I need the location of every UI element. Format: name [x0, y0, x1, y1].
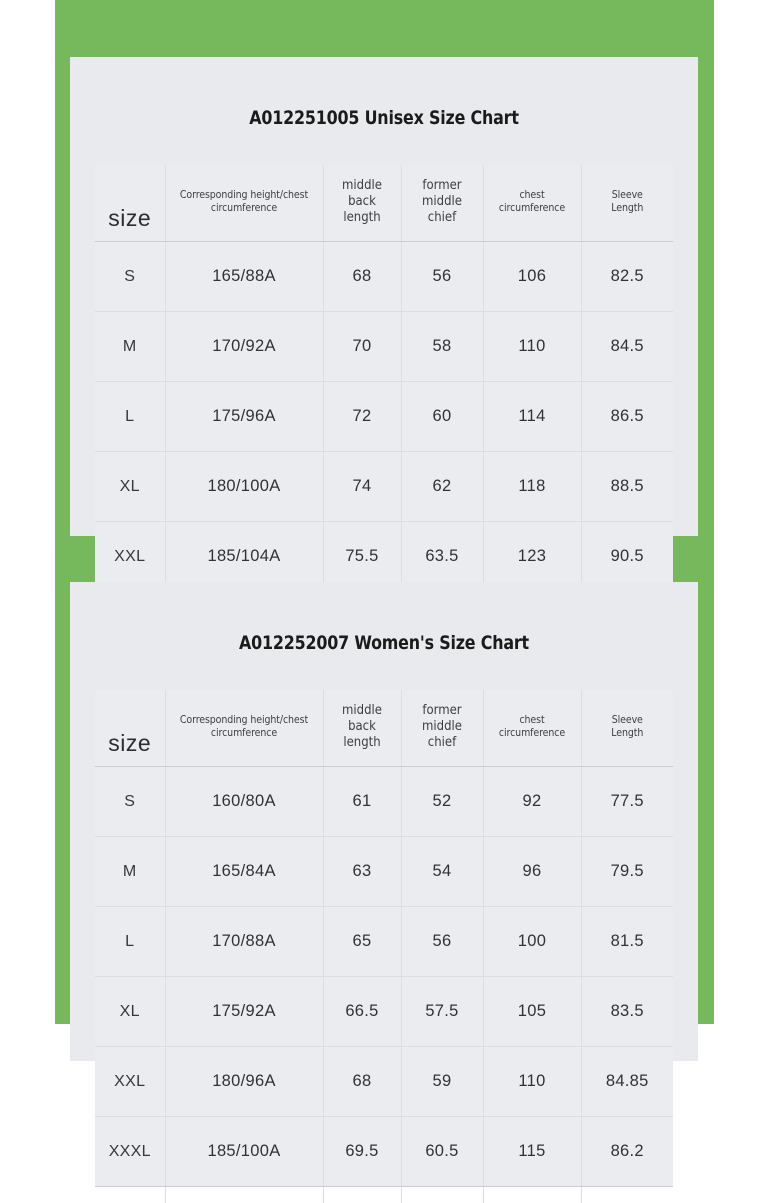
table-row: [95, 242, 673, 312]
cell-sleeve-length: 86.5: [581, 382, 673, 452]
header-row: [95, 165, 673, 242]
cell-height-chest: 180/96A: [165, 1047, 323, 1117]
cell-middle-back-length: 70: [323, 312, 401, 382]
cell-sleeve-length: 88.5: [581, 452, 673, 522]
column-header-sleeve-length: [581, 690, 673, 767]
table-body-womens: [95, 767, 673, 1187]
cell-middle-back-length: 66.5: [323, 977, 401, 1047]
column-header-height-chest-line1: Corresponding height/chest: [179, 713, 309, 726]
cell-former-middle-chief: 54: [401, 837, 483, 907]
chart-title-unisex: A012251005 Unisex Size Chart: [249, 107, 519, 129]
column-header-chest-circumference-line2: circumference: [498, 202, 566, 214]
cell-size: L: [95, 382, 165, 452]
column-header-height-chest-line2: circumference: [210, 202, 278, 214]
header-row: [95, 690, 673, 767]
cell-size: XXL: [95, 522, 165, 592]
size-table-womens: [95, 690, 673, 1187]
column-header-middle-back-length: [323, 165, 401, 242]
table-row: [95, 767, 673, 837]
cell-height-chest: 185/104A: [165, 522, 323, 592]
cell-middle-back-length: 61: [323, 767, 401, 837]
column-header-chest-circumference-line1: chest: [519, 713, 545, 726]
column-header-size: [95, 690, 165, 767]
column-header-middle-back-length: [323, 690, 401, 767]
cell-middle-back-length: 72: [323, 382, 401, 452]
column-header-size: [95, 165, 165, 242]
cell-sleeve-length: 84.85: [581, 1047, 673, 1117]
cell-size: M: [95, 312, 165, 382]
table-row: [95, 837, 673, 907]
cell-chest-circumference: 106: [483, 242, 581, 312]
column-header-sleeve-length-line1: Sleeve: [611, 188, 643, 201]
cell-former-middle-chief: 56: [401, 907, 483, 977]
table-row: [95, 977, 673, 1047]
cell-former-middle-chief: 57.5: [401, 977, 483, 1047]
column-header-middle-back-length-line2: length: [343, 210, 381, 226]
cell-sleeve-length: 82.5: [581, 242, 673, 312]
column-header-height-chest: [165, 165, 323, 242]
size-chart-card-unisex: [70, 57, 698, 565]
divider-stub: [401, 1187, 402, 1203]
cell-height-chest: 175/96A: [165, 382, 323, 452]
column-header-former-middle-chief: [401, 690, 483, 767]
cell-chest-circumference: 100: [483, 907, 581, 977]
column-header-chest-circumference: [483, 165, 581, 242]
cell-sleeve-length: 81.5: [581, 907, 673, 977]
table-header-womens: [95, 690, 673, 767]
column-header-height-chest-line2: circumference: [210, 727, 278, 739]
cell-sleeve-length: 90.5: [581, 522, 673, 592]
cell-sleeve-length: 77.5: [581, 767, 673, 837]
cell-middle-back-length: 65: [323, 907, 401, 977]
column-header-former-middle-chief-line1: former middle: [422, 177, 462, 209]
size-chart-card-womens: [70, 582, 698, 1160]
column-header-sleeve-length: [581, 165, 673, 242]
cell-middle-back-length: 63: [323, 837, 401, 907]
cell-chest-circumference: 123: [483, 522, 581, 592]
cell-chest-circumference: 110: [483, 312, 581, 382]
column-header-sleeve-length-line2: Length: [611, 727, 644, 739]
column-header-middle-back-length-line1: middle back: [342, 702, 382, 734]
column-header-sleeve-length-line1: Sleeve: [611, 713, 643, 726]
table-row: [95, 382, 673, 452]
column-header-size-label: size: [108, 205, 152, 232]
cell-sleeve-length: 84.5: [581, 312, 673, 382]
column-header-former-middle-chief-line1: former middle: [422, 702, 462, 734]
cell-height-chest: 185/100A: [165, 1117, 323, 1187]
cell-size: XL: [95, 452, 165, 522]
cell-sleeve-length: 79.5: [581, 837, 673, 907]
cell-middle-back-length: 68: [323, 1047, 401, 1117]
cell-size: XXXL: [95, 1117, 165, 1187]
column-header-former-middle-chief-line2: chief: [427, 735, 457, 751]
cell-chest-circumference: 96: [483, 837, 581, 907]
cell-chest-circumference: 92: [483, 767, 581, 837]
cell-chest-circumference: 115: [483, 1117, 581, 1187]
cell-middle-back-length: 74: [323, 452, 401, 522]
table-row: [95, 312, 673, 382]
table-row: [95, 452, 673, 522]
cell-height-chest: 175/92A: [165, 977, 323, 1047]
table-row: [95, 1047, 673, 1117]
cell-middle-back-length: 68: [323, 242, 401, 312]
cell-size: XL: [95, 977, 165, 1047]
divider-stub: [165, 1187, 166, 1203]
divider-stub: [581, 1187, 582, 1203]
cell-height-chest: 170/92A: [165, 312, 323, 382]
cell-size: L: [95, 907, 165, 977]
cell-height-chest: 170/88A: [165, 907, 323, 977]
column-header-chest-circumference: [483, 690, 581, 767]
cell-size: S: [95, 767, 165, 837]
divider-stub: [323, 1187, 324, 1203]
cell-sleeve-length: 83.5: [581, 977, 673, 1047]
column-header-chest-circumference-line1: chest: [519, 188, 545, 201]
cell-size: XXL: [95, 1047, 165, 1117]
cell-height-chest: 165/88A: [165, 242, 323, 312]
cell-former-middle-chief: 58: [401, 312, 483, 382]
column-header-size-label: size: [108, 730, 152, 757]
column-header-former-middle-chief-line2: chief: [427, 210, 457, 226]
cell-former-middle-chief: 52: [401, 767, 483, 837]
cell-former-middle-chief: 62: [401, 452, 483, 522]
column-header-height-chest-line1: Corresponding height/chest: [179, 188, 309, 201]
cell-former-middle-chief: 59: [401, 1047, 483, 1117]
table-row: [95, 907, 673, 977]
cell-former-middle-chief: 63.5: [401, 522, 483, 592]
cell-sleeve-length: 86.2: [581, 1117, 673, 1187]
cell-chest-circumference: 105: [483, 977, 581, 1047]
cell-former-middle-chief: 56: [401, 242, 483, 312]
table-header-unisex: [95, 165, 673, 242]
cell-height-chest: 165/84A: [165, 837, 323, 907]
column-header-middle-back-length-line1: middle back: [342, 177, 382, 209]
chart-title-womens: A012252007 Women's Size Chart: [239, 632, 529, 654]
column-header-chest-circumference-line2: circumference: [498, 727, 566, 739]
cell-size: S: [95, 242, 165, 312]
column-header-middle-back-length-line2: length: [343, 735, 381, 751]
table-row: [95, 1117, 673, 1187]
cell-size: M: [95, 837, 165, 907]
cell-middle-back-length: 75.5: [323, 522, 401, 592]
cell-height-chest: 160/80A: [165, 767, 323, 837]
column-header-former-middle-chief: [401, 165, 483, 242]
cell-chest-circumference: 118: [483, 452, 581, 522]
divider-stub: [483, 1187, 484, 1203]
cell-chest-circumference: 110: [483, 1047, 581, 1117]
cell-middle-back-length: 69.5: [323, 1117, 401, 1187]
column-header-height-chest: [165, 690, 323, 767]
cell-former-middle-chief: 60.5: [401, 1117, 483, 1187]
cell-chest-circumference: 114: [483, 382, 581, 452]
table-divider-stubs: [95, 1187, 673, 1203]
cell-height-chest: 180/100A: [165, 452, 323, 522]
column-header-sleeve-length-line2: Length: [611, 202, 644, 214]
cell-former-middle-chief: 60: [401, 382, 483, 452]
table-row: [95, 522, 673, 592]
